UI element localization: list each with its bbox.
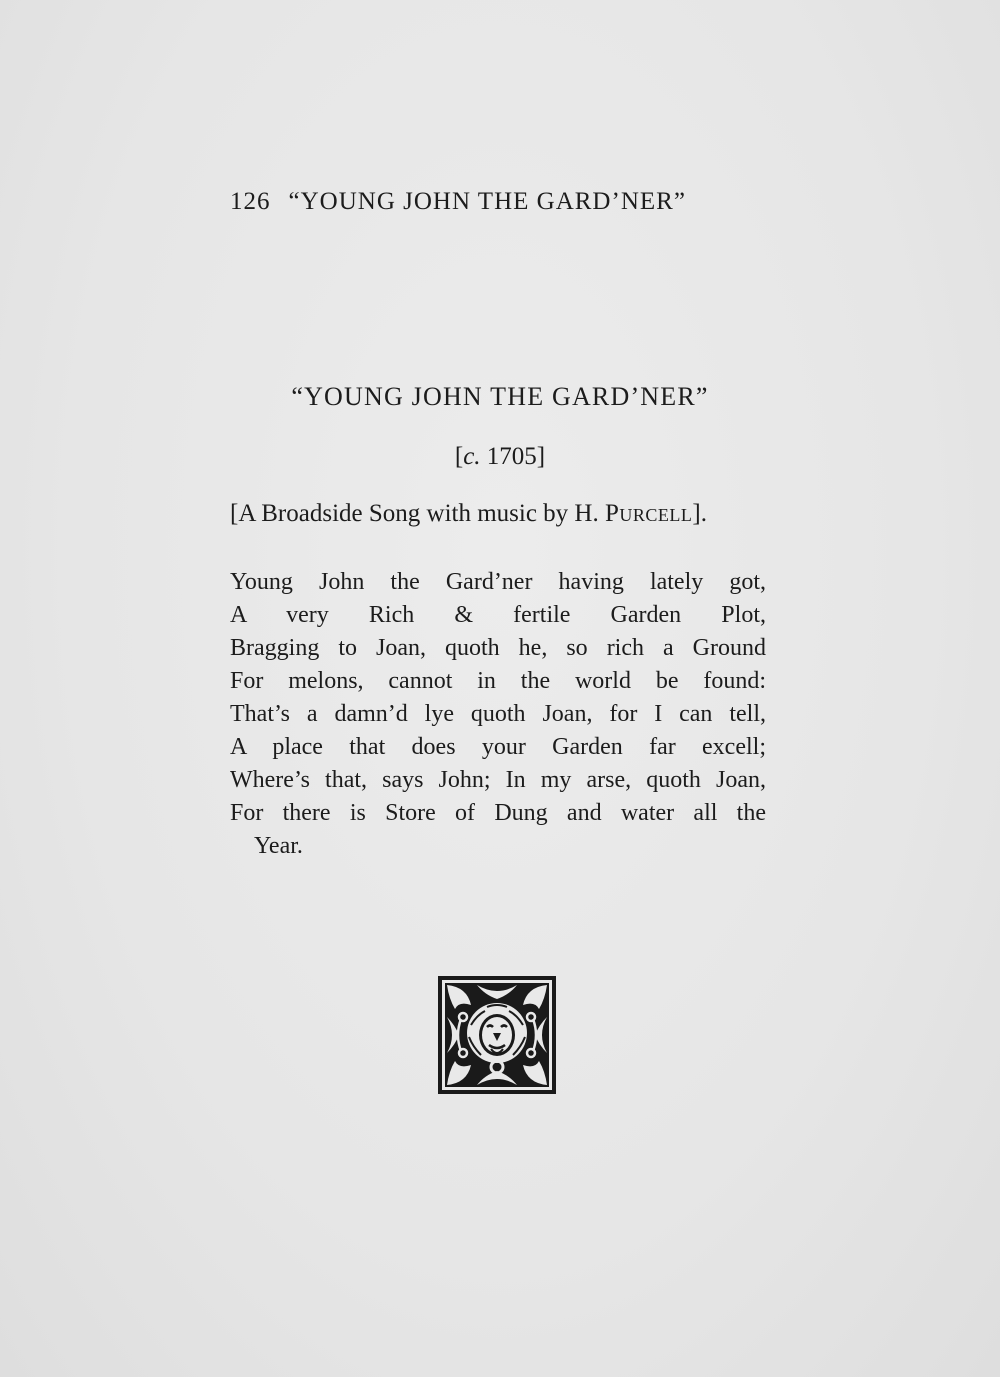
subtitle-composer: Purcell [605, 500, 693, 527]
poem-subtitle [230, 500, 770, 528]
poem-title: “YOUNG JOHN THE GARD’NER” [291, 382, 709, 411]
page-number: 126 [230, 188, 271, 215]
date-circa: c. [463, 443, 481, 470]
poem-line: Where’s that, says John; In my arse, quoth Joan, [230, 767, 766, 793]
subtitle-suffix: ]. [692, 500, 707, 527]
poem-line: A very Rich & fertile Garden Plot, [230, 602, 766, 628]
poem-body [230, 566, 766, 863]
date-year: 1705] [480, 443, 546, 470]
poem-line: For there is Store of Dung and water all the [230, 800, 766, 826]
subtitle-prefix: [A Broadside Song with music by H. [230, 500, 605, 527]
poem-line: That’s a damn’d lye quoth Joan, for I can tell, [230, 701, 766, 727]
running-head-title: “YOUNG JOHN THE GARD’NER” [288, 188, 686, 215]
poem-line: Bragging to Joan, quoth he, so rich a Ground [230, 635, 766, 661]
date-open-bracket: [ [454, 443, 464, 470]
poem-line: Young John the Gard’ner having lately got, [230, 569, 766, 595]
poem-line: Year. [254, 833, 303, 859]
lion-head-ornament-icon [437, 975, 557, 1095]
poem-line: A place that does your Garden far excell; [230, 734, 766, 760]
poem-line: For melons, cannot in the world be found: [230, 668, 766, 694]
running-head [230, 188, 686, 216]
poem-date [0, 443, 1000, 471]
